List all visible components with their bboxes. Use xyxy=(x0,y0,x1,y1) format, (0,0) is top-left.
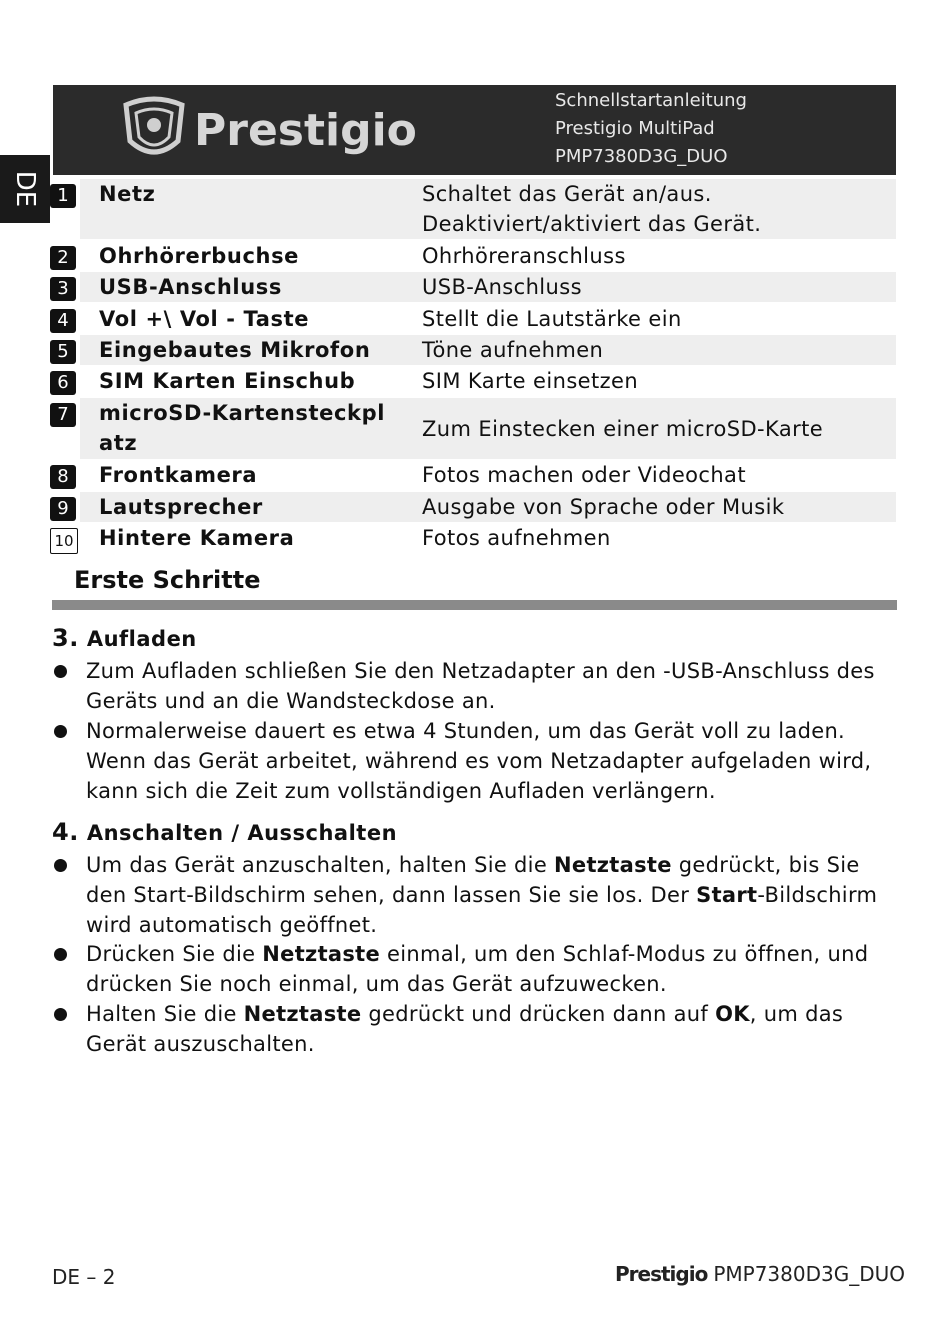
header-info xyxy=(555,87,747,171)
part-desc: Ausgabe von Sprache oder Musik xyxy=(422,495,785,519)
section-divider xyxy=(52,600,897,610)
charging-heading: 3. Aufladen xyxy=(52,624,197,652)
part-desc: Fotos machen oder Videochat xyxy=(422,463,746,487)
charging-bullet-1: Zum Aufladen schließen Sie den Netzadapter an den -USB-Anschluss des Geräts und an die Wandsteckdose an. xyxy=(86,659,875,713)
bullet-icon xyxy=(54,665,67,678)
part-desc: USB-Anschluss xyxy=(422,275,582,299)
charging-bullet-2: Normalerweise dauert es etwa 4 Stunden, um das Gerät voll zu laden. Wenn das Gerät arbeitet, während es vom Netzadapter aufgeladen wird, kann sich die Zeit zum vollständigen Aufladen verlängern. xyxy=(86,719,872,803)
part-desc: Fotos aufnehmen xyxy=(422,526,611,550)
power-bullet-1: Um das Gerät anzuschalten, halten Sie die Netztaste gedrückt, bis Sie den Start-Bildschirm sehen, dann lassen Sie sie los. Der Start-Bildschirm wird automatisch geöffnet. xyxy=(86,853,878,937)
part-desc: SIM Karte einsetzen xyxy=(422,369,639,393)
table-row xyxy=(80,492,896,522)
footer-logo: Prestigio xyxy=(615,1262,708,1286)
part-desc: Zum Einstecken einer microSD-Karte xyxy=(422,417,824,441)
part-name: SIM Karten Einschub xyxy=(99,369,356,393)
footer-model: Prestigio PMP7380D3G_DUO xyxy=(615,1262,906,1286)
part-name: Vol +\ Vol - Taste xyxy=(99,307,310,331)
part-number: 7 xyxy=(50,403,76,427)
part-desc: Schaltet das Gerät an/aus. Deaktiviert/aktiviert das Gerät. xyxy=(422,182,762,236)
table-row xyxy=(80,335,896,365)
table-row xyxy=(80,523,896,553)
part-name: Lautsprecher xyxy=(99,495,263,519)
svg-text:Prestigio: Prestigio xyxy=(194,105,417,156)
power-bullet-2: Drücken Sie die Netztaste einmal, um den Schlaf-Modus zu öffnen, und drücken Sie noch einmal, um das Gerät aufzuwecken. xyxy=(86,942,869,996)
part-name: Netz xyxy=(99,182,156,206)
part-desc: Töne aufnehmen xyxy=(422,338,604,362)
table-row xyxy=(80,366,896,396)
language-tab: DE xyxy=(0,155,50,223)
table-row xyxy=(80,241,896,271)
bullet-icon xyxy=(54,948,67,961)
table-row xyxy=(80,179,896,239)
header-title: Schnellstartanleitung xyxy=(555,90,747,111)
part-number: 2 xyxy=(50,246,76,270)
part-name: Hintere Kamera xyxy=(99,526,295,550)
part-name: Frontkamera xyxy=(99,463,258,487)
part-number: 9 xyxy=(50,497,76,521)
header-model: PMP7380D3G_DUO xyxy=(555,146,728,167)
part-number: 4 xyxy=(50,309,76,333)
part-desc: Ohrhöreranschluss xyxy=(422,244,626,268)
header-product: Prestigio MultiPad xyxy=(555,118,715,139)
part-name: microSD-Kartensteckplatz xyxy=(99,401,386,455)
power-bullet-3: Halten Sie die Netztaste gedrückt und drücken dann auf OK, um das Gerät auszuschalten. xyxy=(86,1002,844,1056)
table-row xyxy=(80,304,896,334)
power-heading: 4. Anschalten / Ausschalten xyxy=(52,818,398,846)
part-number: 5 xyxy=(50,340,76,364)
table-row xyxy=(80,272,896,302)
table-row xyxy=(80,460,896,490)
bullet-icon xyxy=(54,859,67,872)
bullet-icon xyxy=(54,725,67,738)
part-number: 1 xyxy=(50,184,76,208)
part-name: USB-Anschluss xyxy=(99,275,282,299)
part-number: 3 xyxy=(50,277,76,301)
part-number: 6 xyxy=(50,371,76,395)
part-name: Eingebautes Mikrofon xyxy=(99,338,371,362)
table-row xyxy=(80,398,896,459)
part-desc: Stellt die Lautstärke ein xyxy=(422,307,682,331)
prestigio-logo xyxy=(118,93,428,172)
part-name: Ohrhörerbuchse xyxy=(99,244,300,268)
part-number: 8 xyxy=(50,465,76,489)
page-number: DE – 2 xyxy=(52,1265,116,1289)
part-number: 10 xyxy=(50,528,78,554)
bullet-icon xyxy=(54,1008,67,1021)
section-title: Erste Schritte xyxy=(74,566,261,594)
header-banner xyxy=(53,85,896,175)
